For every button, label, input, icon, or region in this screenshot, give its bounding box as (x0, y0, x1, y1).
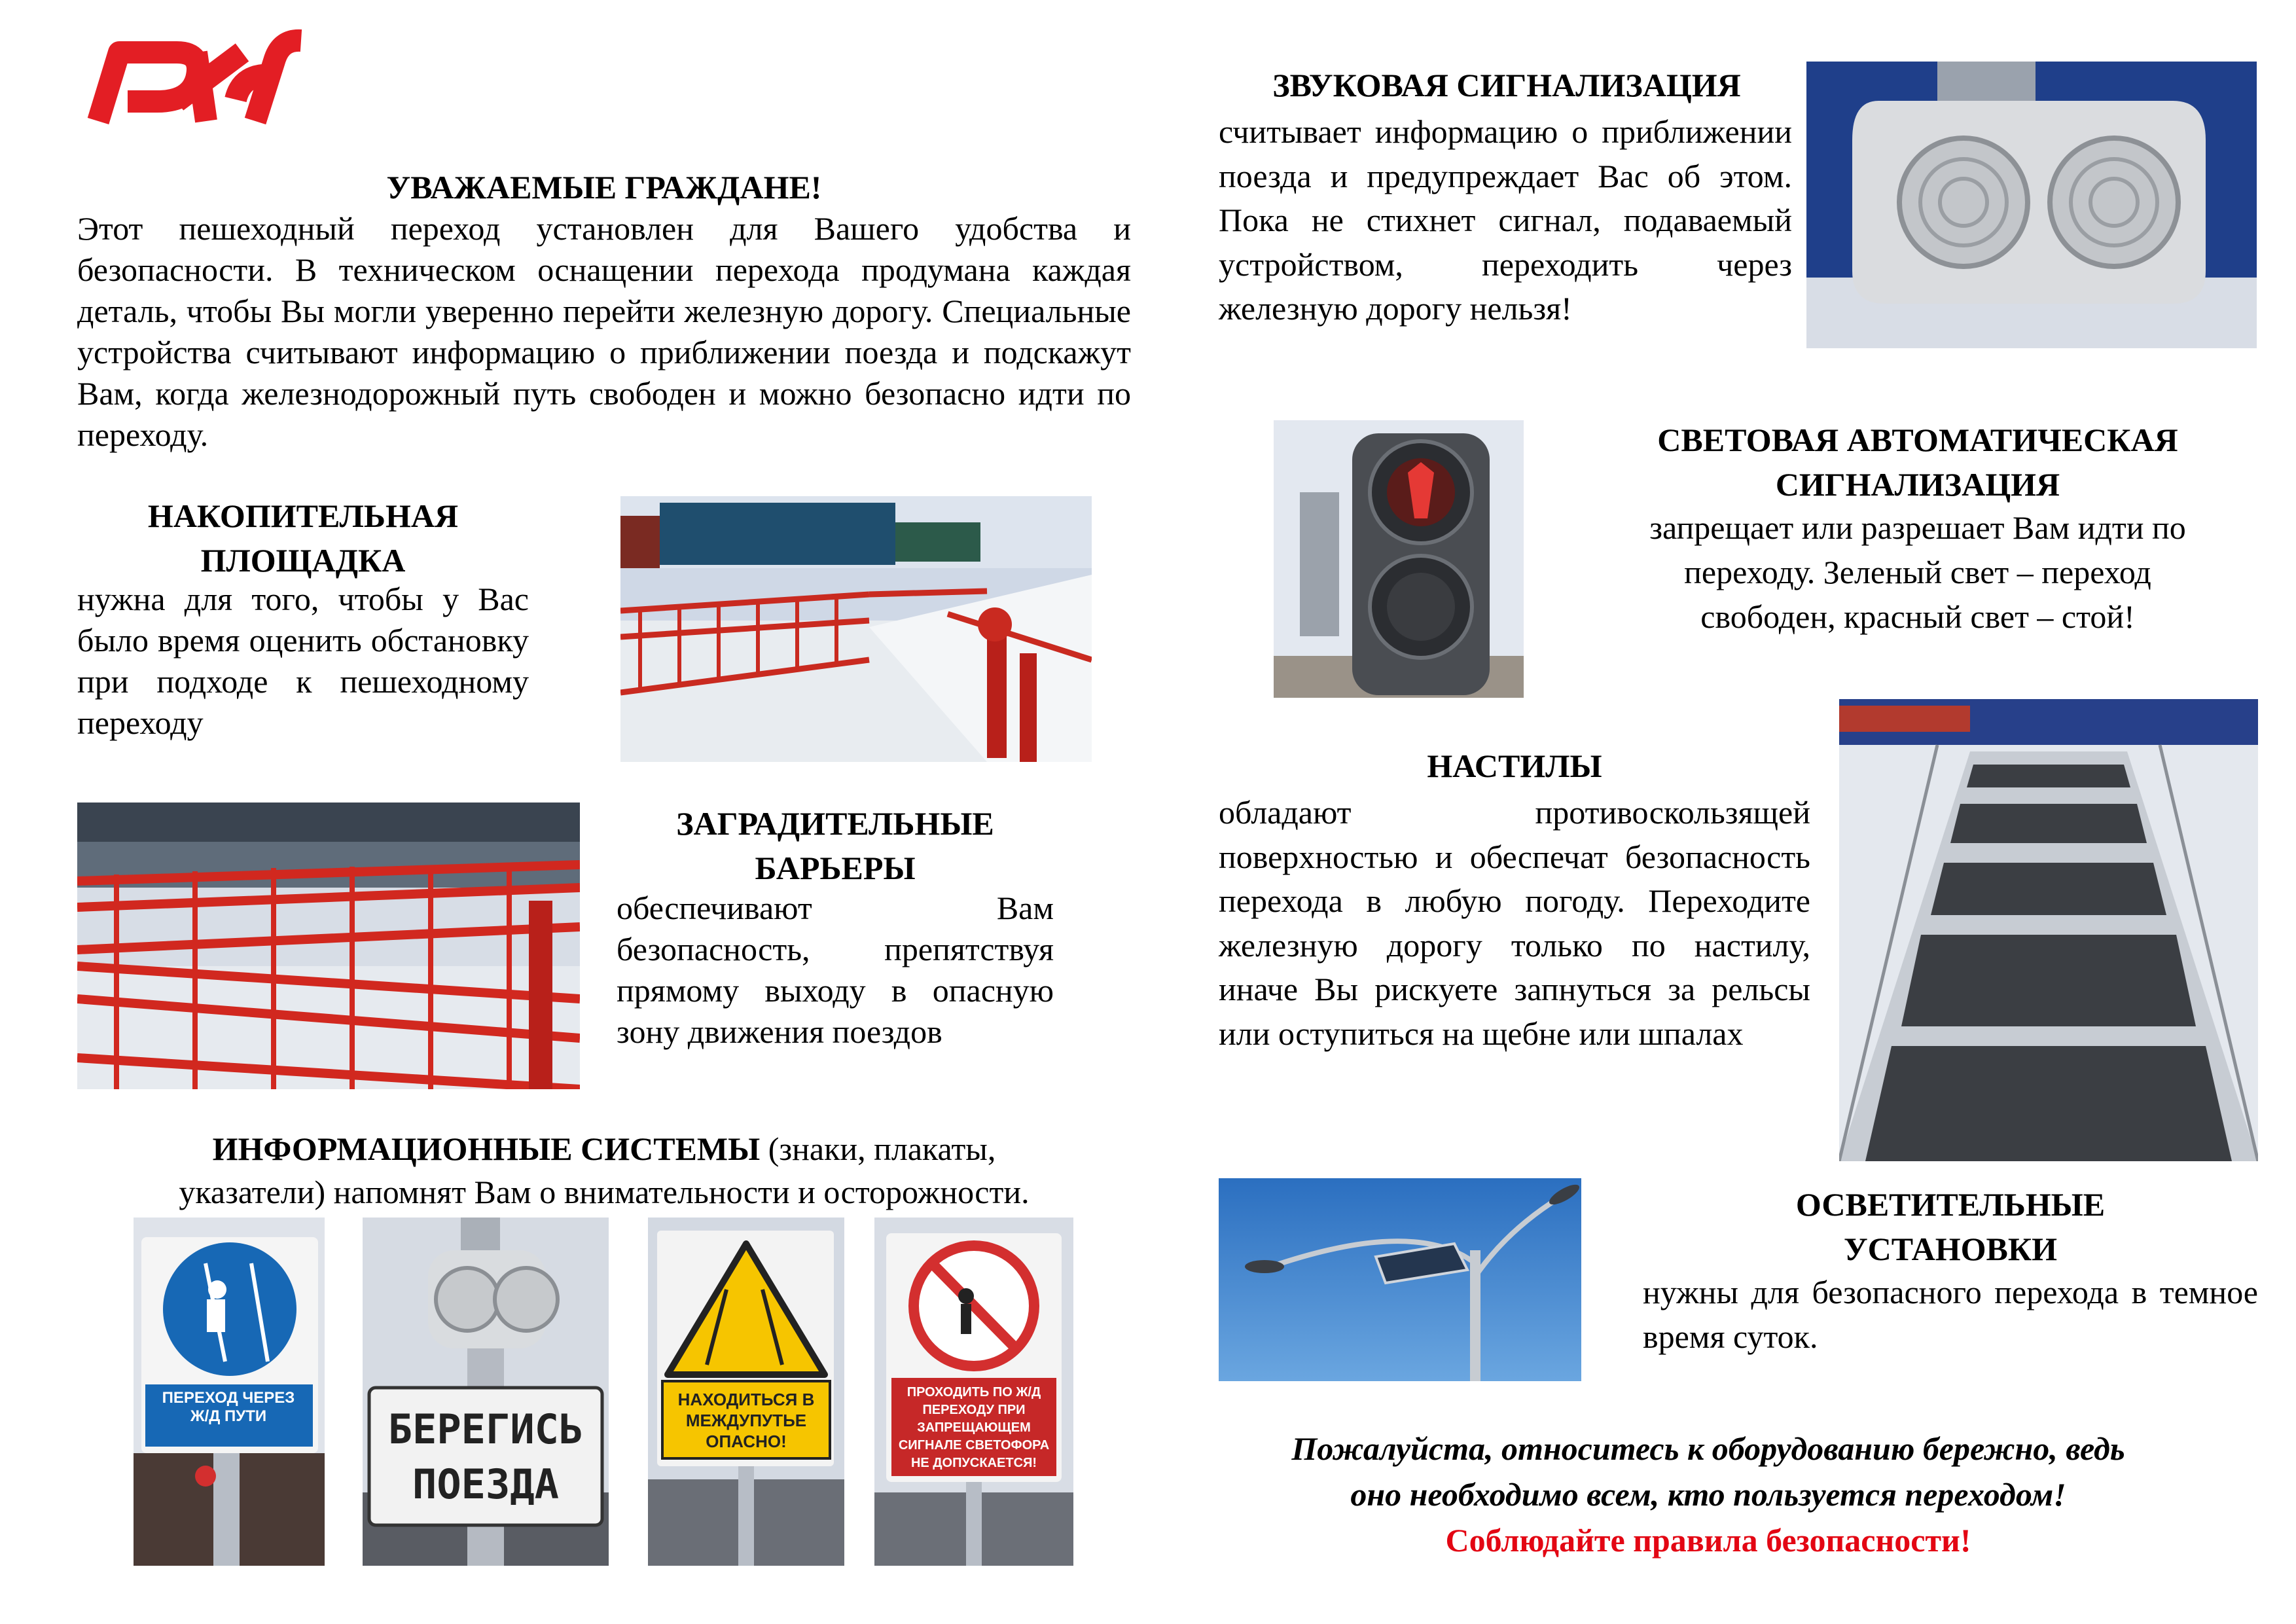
light-body-line2: переходу. Зеленый свет – переход (1684, 554, 2151, 590)
rzd-logo (79, 26, 314, 128)
intro-title: УВАЖАЕМЫЕ ГРАЖДАНЕ! (386, 169, 822, 206)
info-line1 (77, 1127, 1131, 1170)
light-title (1577, 418, 2258, 507)
crossing-sign-photo (134, 1218, 325, 1566)
barriers-title-line2: БАРЬЕРЫ (755, 850, 916, 886)
light-title-line2: СИГНАЛИЗАЦИЯ (1775, 466, 2060, 503)
closing-line1: Пожалуйста, относитесь к оборудованию бережно, ведь (1291, 1430, 2125, 1467)
barriers-body: обеспечивают Вам безопасность, препятствуя прямому выходу в опасную зону движения поездов (617, 890, 1054, 1050)
crossing-sign-text: ПЕРЕХОД ЧЕРЕЗ Ж/Д ПУТИ (162, 1389, 295, 1425)
traffic-light-photo (1274, 420, 1524, 698)
barriers-photo (77, 803, 580, 1089)
platform-title-line1: НАКОПИТЕЛЬНАЯ (147, 497, 459, 534)
prohibit-sign-photo (874, 1218, 1073, 1566)
light-title-line1: СВЕТОВАЯ АВТОМАТИЧЕСКАЯ (1657, 422, 2178, 458)
barriers-title (617, 801, 1054, 890)
barriers-title-line1: ЗАГРАДИТЕЛЬНЫЕ (676, 805, 994, 842)
between-tracks-sign-photo (648, 1218, 844, 1566)
sound-title: ЗВУКОВАЯ СИГНАЛИЗАЦИЯ (1272, 67, 1741, 103)
beware-sign-line1: БЕРЕГИСЬ (387, 1405, 584, 1453)
light-body-line3: свободен, красный свет – стой! (1700, 598, 2135, 635)
closing-line2: оно необходимо всем, кто пользуется переходом! (1350, 1476, 2066, 1513)
sound-body: считывает информацию о приближении поезда и предупреждает Вас об этом. Пока не стихнет сигнал, подаваемый устройством, переходить через железную дорогу нельзя! (1219, 113, 1792, 327)
decking-title: НАСТИЛЫ (1427, 748, 1602, 784)
info-body-part2: указатели) напомнят Вам о внимательности и осторожности. (179, 1174, 1030, 1210)
beware-sign-line2: ПОЕЗДА (412, 1460, 559, 1508)
info-title: ИНФОРМАЦИОННЫЕ СИСТЕМЫ (212, 1130, 761, 1167)
prohibit-sign-text: ПРОХОДИТЬ ПО Ж/Д ПЕРЕХОДУ ПРИ ЗАПРЕЩАЮЩЕМ СИГНАЛЕ СВЕТОФОРА НЕ ДОПУСКАЕТСЯ! (898, 1385, 1050, 1470)
info-heading (77, 1127, 1131, 1214)
sound-device-photo (1806, 62, 2257, 348)
street-lamp-photo (1219, 1178, 1581, 1381)
platform-title-line2: ПЛОЩАДКА (200, 542, 406, 579)
lighting-title (1643, 1182, 2258, 1271)
platform-title (77, 494, 529, 583)
platform-body: нужна для того, чтобы у Вас было время оценить обстановку при подходе к пешеходному переходу (77, 581, 529, 741)
light-body (1577, 505, 2258, 639)
intro-body: Этот пешеходный переход установлен для Вашего удобства и безопасности. В техническом оснащении перехода продумана каждая деталь, чтобы Вы могли уверенно перейти железную дорогу. Специальные устройства считывают информацию о приближении поезда и подскажут Вам, когда железнодорожный путь свободен и можно безопасно идти по переходу. (77, 210, 1131, 453)
beware-sign-text (369, 1402, 602, 1512)
decking-photo (1839, 699, 2258, 1161)
between-tracks-sign-text: НАХОДИТЬСЯ В МЕЖДУПУТЬЕ ОПАСНО! (677, 1390, 815, 1451)
lighting-body: нужны для безопасного перехода в темное время суток. (1643, 1274, 2258, 1355)
beware-sign-photo (363, 1218, 609, 1566)
closing-note (1165, 1426, 2251, 1563)
info-body-part1: (знаки, плакаты, (760, 1130, 996, 1167)
platform-photo (620, 496, 1092, 762)
light-body-line1: запрещает или разрешает Вам идти по (1649, 509, 2186, 546)
lighting-title-line1: ОСВЕТИТЕЛЬНЫЕ (1795, 1186, 2106, 1223)
lighting-title-line2: УСТАНОВКИ (1843, 1231, 2058, 1267)
decking-body: обладают противоскользящей поверхностью и обеспечат безопасность перехода в любую погоду. Переходите железную дорогу только по настилу, иначе Вы рискуете запнуться за рельсы или оступиться на щебне или шпалах (1219, 794, 1810, 1052)
closing-line3: Соблюдайте правила безопасности! (1445, 1522, 1971, 1559)
